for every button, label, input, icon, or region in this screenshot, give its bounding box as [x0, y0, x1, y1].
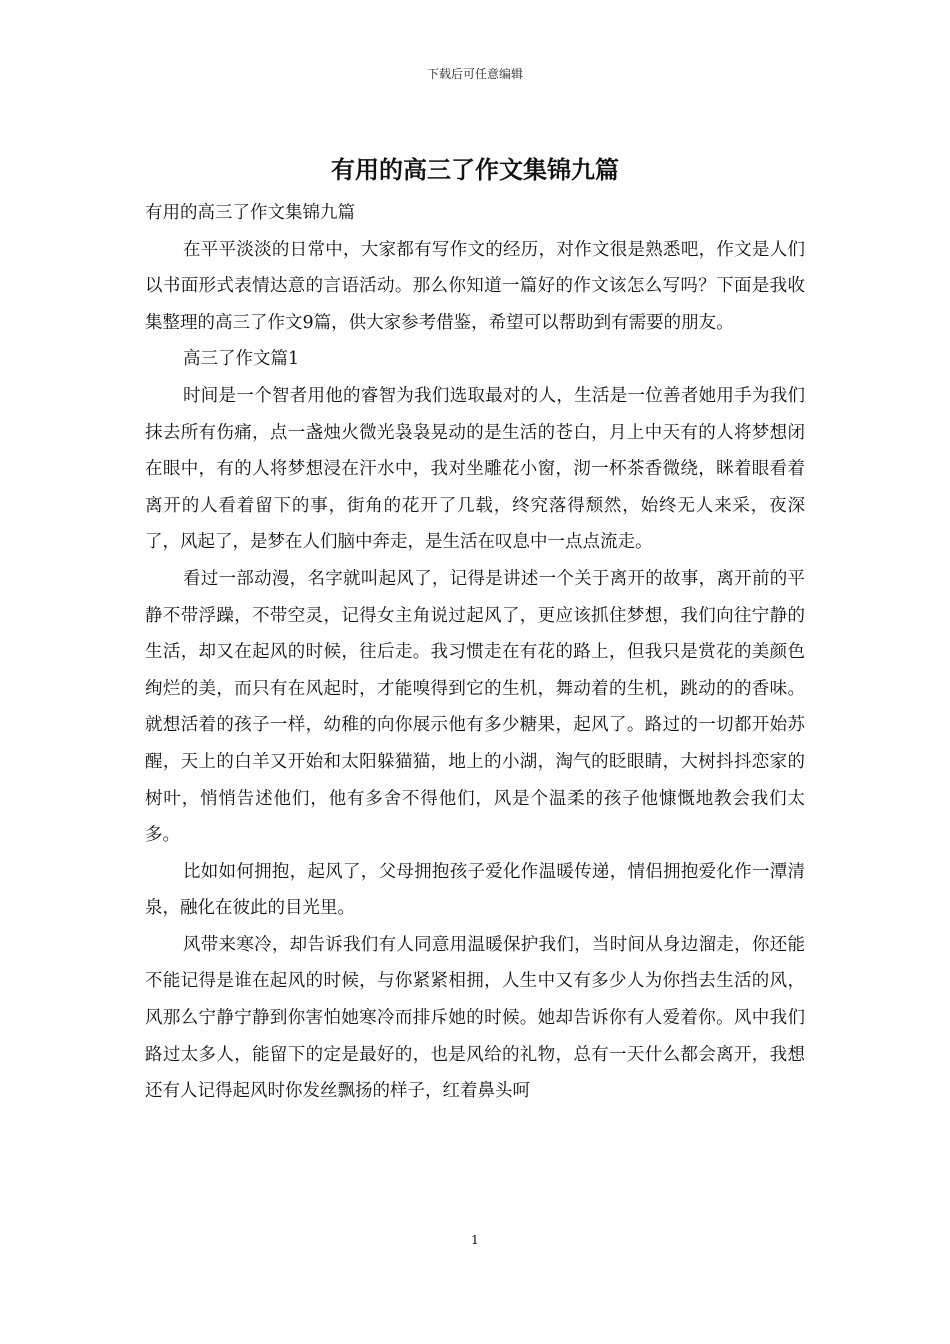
document-title: 有用的高三了作文集锦九篇	[331, 155, 619, 184]
intro-paragraph: 在平平淡淡的日常中，大家都有写作文的经历，对作文很是熟悉吧，作文是人们以书面形式表情达意的言语活动。那么你知道一篇好的作文该怎么写吗？下面是我收集整理的高三了作文9篇，供大家参考借鉴，希望可以帮助到有需要的朋友。	[145, 239, 805, 333]
body-paragraph: 比如如何拥抱，起风了，父母拥抱孩子爱化作温暖传递，情侣拥抱爱化作一潭清泉，融化在彼此的目光里。	[145, 861, 805, 919]
body-paragraph: 风带来寒冷，却告诉我们有人同意用温暖保护我们，当时间从身边溜走，你还能不能记得是谁在起风的时候，与你紧紧相拥，人生中又有多少人为你挡去生活的风，风那么宁静宁静到你害怕她寒冷而排斥她的时候。她却告诉你有人爱着你。风中我们路过太多人，能留下的定是最好的，也是风给的礼物，总有一天什么都会离开，我想还有人记得起风时你发丝飘扬的样子，红着鼻头呵	[145, 934, 805, 1102]
page-header: 下载后可任意编辑	[426, 67, 523, 81]
body-paragraph: 时间是一个智者用他的睿智为我们选取最对的人，生活是一位善者她用手为我们抹去所有伤痛，点一盏烛火微光袅袅晃动的是生活的苍白，月上中天有的人将梦想闭在眼中，有的人将梦想浸在汗水中，我对坐雕花小窗，沏一杯茶香微绕，眯着眼看着离开的人看着留下的事，街角的花开了几载，终究落得颓然，始终无人来采，夜深了，风起了，是梦在人们脑中奔走，是生活在叹息中一点点流走。	[145, 385, 805, 553]
document-subtitle: 有用的高三了作文集锦九篇	[145, 203, 355, 223]
page-number: 1	[471, 1233, 479, 1247]
section-heading: 高三了作文篇1	[183, 349, 300, 370]
body-paragraph: 看过一部动漫，名字就叫起风了，记得是讲述一个关于离开的故事，离开前的平静不带浮躁，不带空灵，记得女主角说过起风了，更应该抓住梦想，我们向往宁静的生活，却又在起风的时候，往后走。我习惯走在有花的路上，但我只是赏花的美颜色绚烂的美，而只有在风起时，才能嗅得到它的生机，舞动着的生机，跳动的的香味。就想活着的孩子一样，幼稚的向你展示他有多少糖果，起风了。路过的一切都开始苏醒，天上的白羊又开始和太阳躲猫猫，地上的小湖，淘气的眨眼睛，大树抖抖恋家的树叶，悄悄告述他们，他有多舍不得他们，风是个温柔的孩子他慷慨地教会我们太多。	[145, 568, 805, 846]
document-body	[145, 195, 805, 1110]
